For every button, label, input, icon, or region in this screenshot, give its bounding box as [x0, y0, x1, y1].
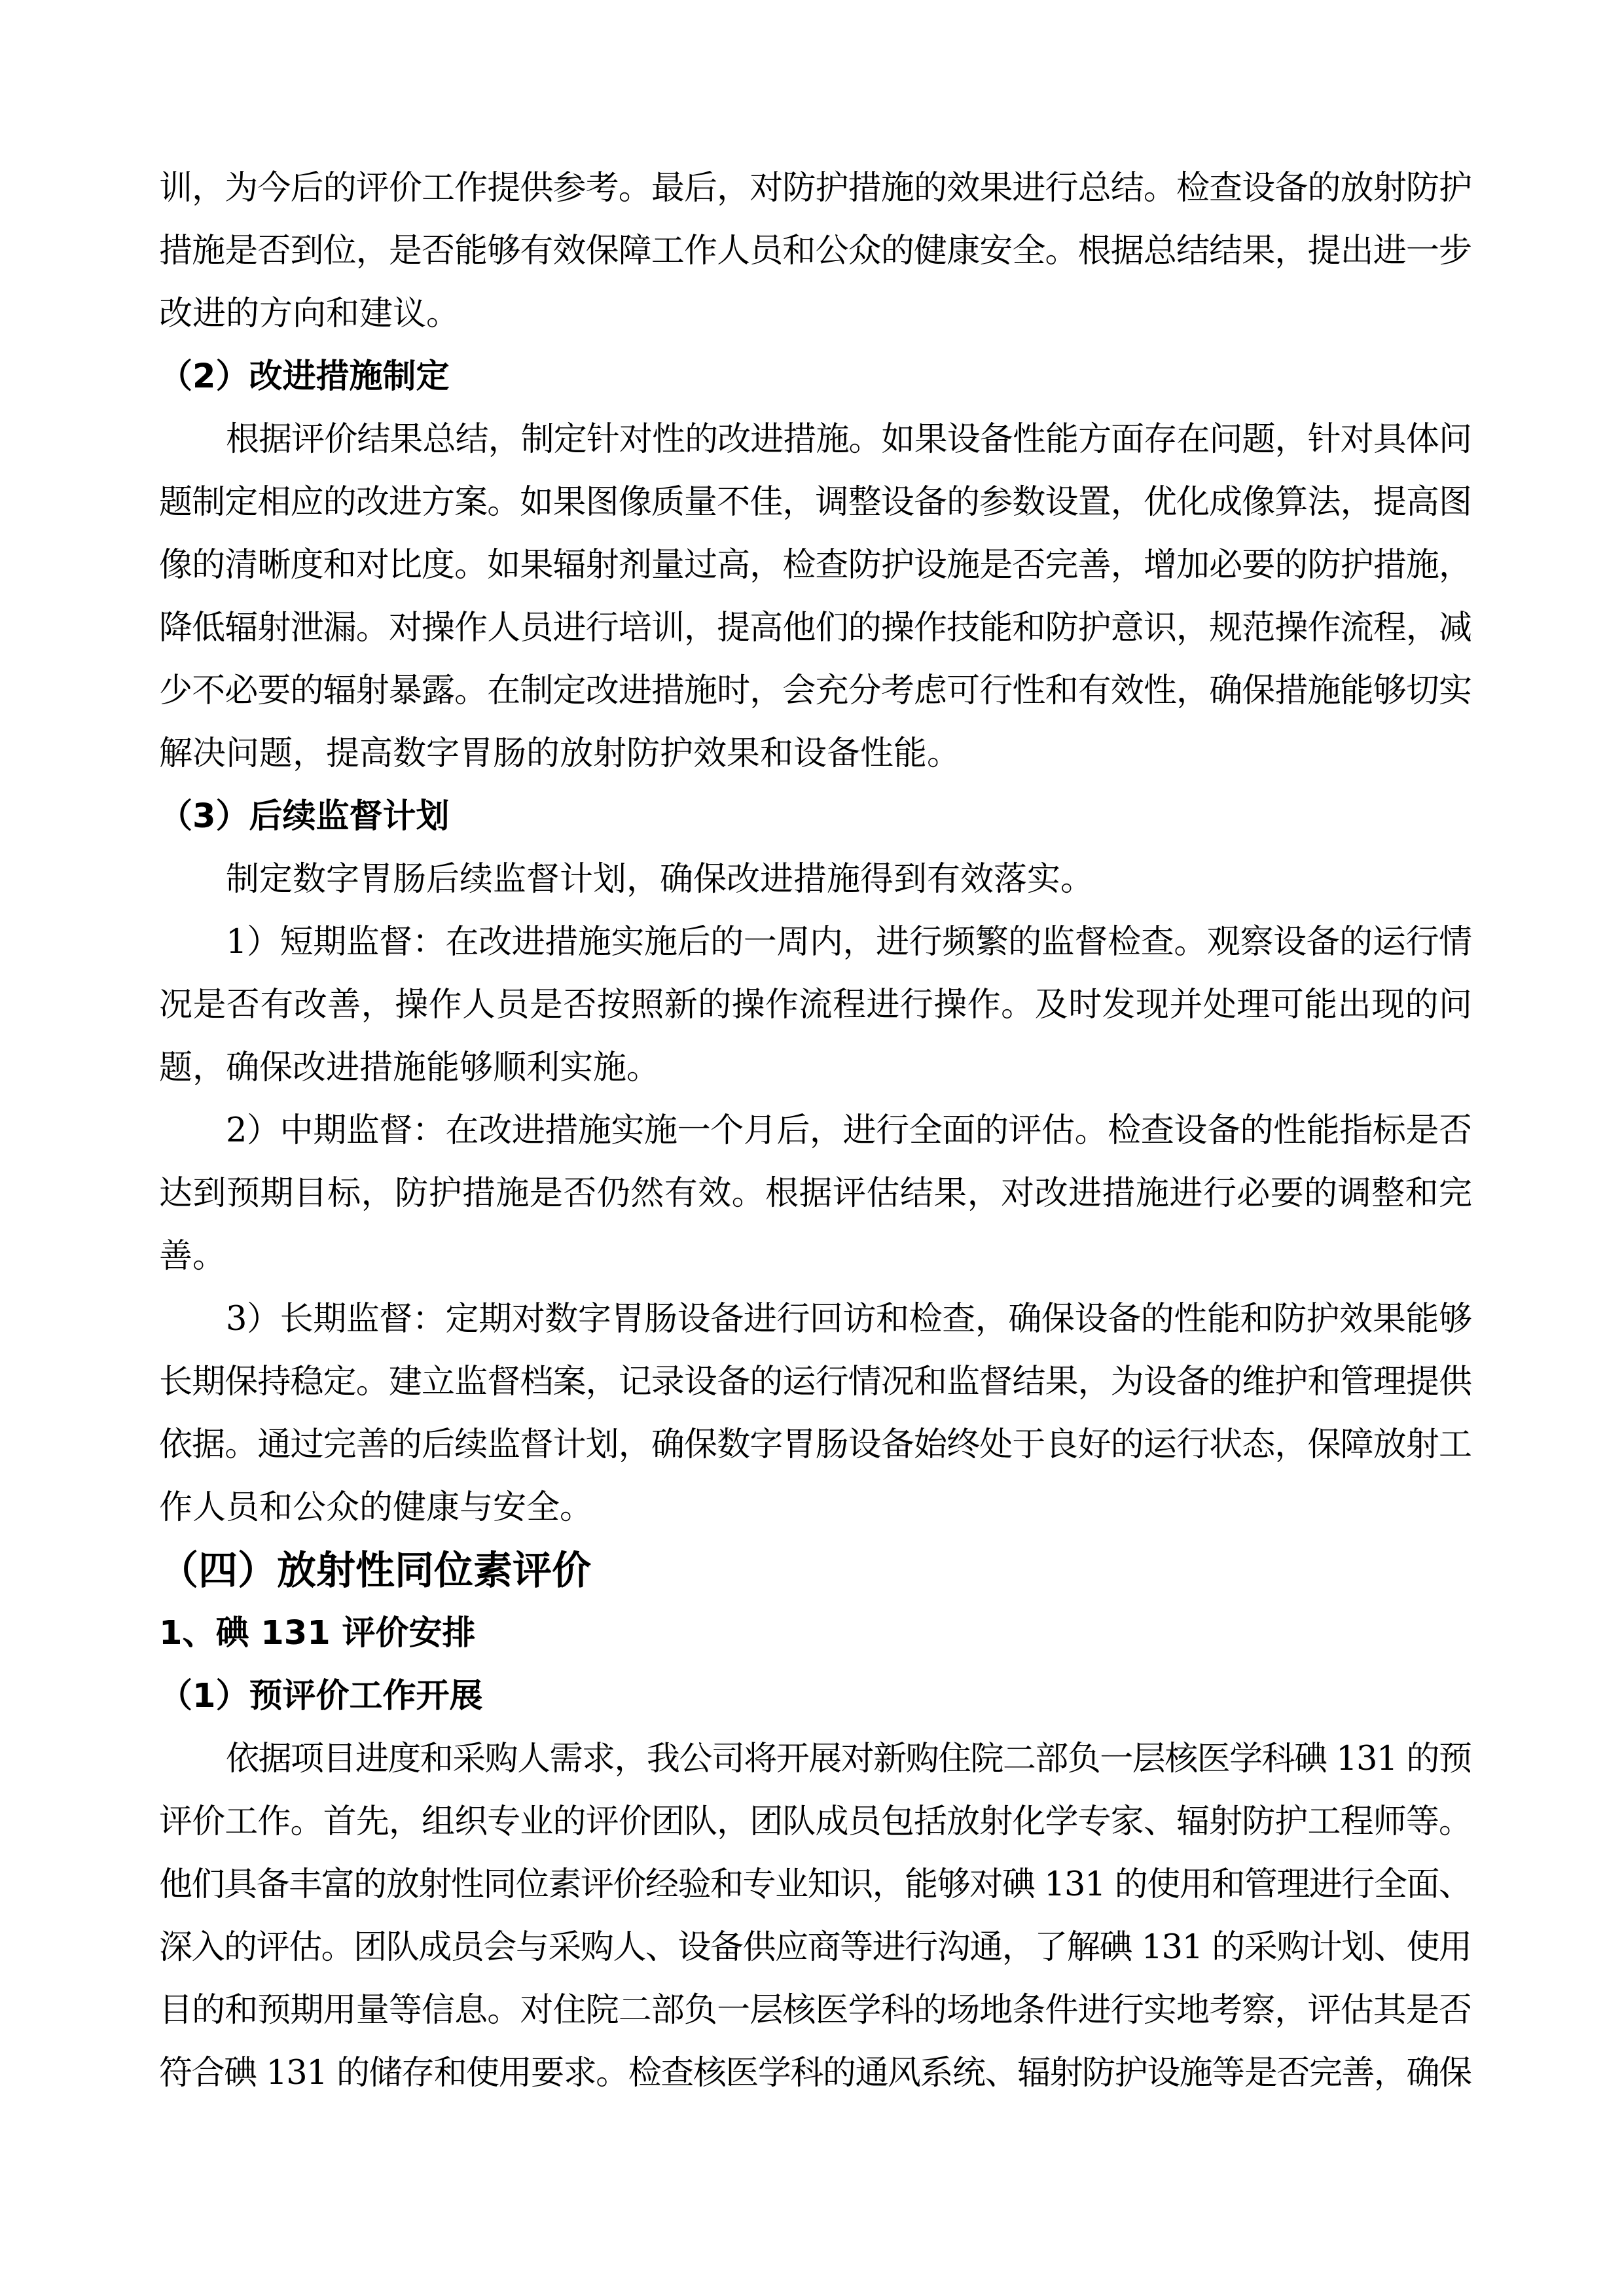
section-heading: （1）预评价工作开展	[159, 1677, 483, 1715]
body-text-line: 符合碘 131 的储存和使用要求。检查核医学科的通风系统、辐射防护设施等是否完善，确保	[159, 2054, 1471, 2092]
section-heading: 1、碘 131 评价安排	[159, 1614, 476, 1653]
body-text-line: 善。	[159, 1237, 226, 1276]
body-text-line: 他们具备丰富的放射性同位素评价经验和专业知识，能够对碘 131 的使用和管理进行全面、	[159, 1865, 1471, 1904]
paragraph-first-line: 2）中期监督：在改进措施实施一个月后，进行全面的评估。检查设备的性能指标是否	[226, 1111, 1472, 1150]
body-text-line: 目的和预期用量等信息。对住院二部负一层核医学科的场地条件进行实地考察，评估其是否	[159, 1991, 1472, 2030]
body-text-line: 况是否有改善，操作人员是否按照新的操作流程进行操作。及时发现并处理可能出现的问	[159, 986, 1473, 1024]
paragraph-first-line: 制定数字胃肠后续监督计划，确保改进措施得到有效落实。	[226, 860, 1094, 899]
body-text-line: 依据。通过完善的后续监督计划，确保数字胃肠设备始终处于良好的运行状态，保障放射工	[159, 1426, 1472, 1464]
paragraph-first-line: 根据评价结果总结，制定针对性的改进措施。如果设备性能方面存在问题，针对具体问	[226, 420, 1472, 459]
document-page	[159, 157, 1472, 2105]
body-text-line: 作人员和公众的健康与安全。	[159, 1488, 594, 1527]
body-text-line: 评价工作。首先，组织专业的评价团队，团队成员包括放射化学专家、辐射防护工程师等。	[159, 1803, 1472, 1841]
paragraph-first-line: 依据项目进度和采购人需求，我公司将开展对新购住院二部负一层核医学科碘 131 的预	[226, 1740, 1471, 1778]
body-text-line: 改进的方向和建议。	[159, 295, 460, 333]
body-text-line: 达到预期目标，防护措施是否仍然有效。根据评估结果，对改进措施进行必要的调整和完	[159, 1174, 1473, 1213]
body-text-line: 措施是否到位，是否能够有效保障工作人员和公众的健康安全。根据总结结果，提出进一步	[159, 232, 1472, 270]
paragraph-first-line: 1）短期监督：在改进措施实施后的一周内，进行频繁的监督检查。观察设备的运行情	[226, 923, 1472, 961]
body-text-line: 深入的评估。团队成员会与采购人、设备供应商等进行沟通，了解碘 131 的采购计划、使用	[159, 1928, 1471, 1967]
section-heading: （2）改进措施制定	[159, 357, 450, 396]
body-text-line: 题制定相应的改进方案。如果图像质量不佳，调整设备的参数设置，优化成像算法，提高图	[159, 483, 1472, 522]
body-text-line: 像的清晰度和对比度。如果辐射剂量过高，检查防护设施是否完善，增加必要的防护措施，	[159, 546, 1472, 584]
chapter-heading: （四）放射性同位素评价	[159, 1548, 591, 1594]
body-text-line: 题，确保改进措施能够顺利实施。	[159, 1049, 660, 1087]
body-text-line: 解决问题，提高数字胃肠的放射防护效果和设备性能。	[159, 734, 961, 773]
body-text-line: 少不必要的辐射暴露。在制定改进措施时，会充分考虑可行性和有效性，确保措施能够切实	[159, 672, 1472, 710]
body-text-line: 长期保持稳定。建立监督档案，记录设备的运行情况和监督结果，为设备的维护和管理提供	[159, 1363, 1472, 1401]
paragraph-first-line: 3）长期监督：定期对数字胃肠设备进行回访和检查，确保设备的性能和防护效果能够	[226, 1300, 1472, 1338]
body-text-line: 降低辐射泄漏。对操作人员进行培训，提高他们的操作技能和防护意识，规范操作流程，减	[159, 609, 1472, 647]
body-text-line: 训，为今后的评价工作提供参考。最后，对防护措施的效果进行总结。检查设备的放射防护	[159, 169, 1472, 207]
section-heading: （3）后续监督计划	[159, 797, 450, 836]
